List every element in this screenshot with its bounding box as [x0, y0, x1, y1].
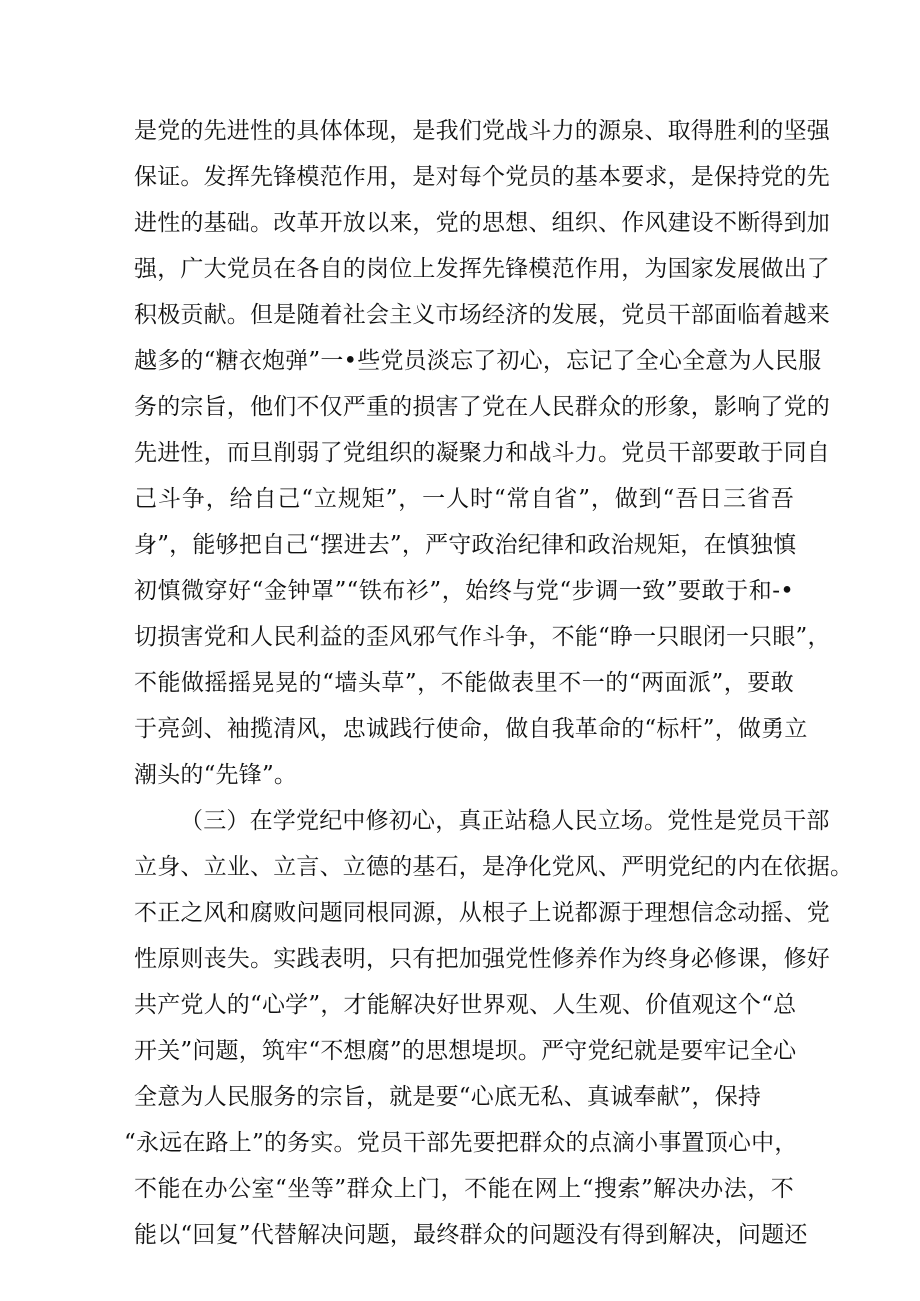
text-line: 是党的先进性的具体体现，是我们党战斗力的源泉、取得胜利的坚强: [134, 118, 830, 144]
text-line: “永远在路上”的务实。党员干部先要把群众的点滴小事置顶心中，: [124, 1130, 798, 1156]
text-line: 保证。发挥先锋模范作用，是对每个党员的基本要求，是保持党的先: [134, 164, 830, 190]
text-line: 初慎微穿好“金钟罩”“铁布衫”，始终与党“步调一致”要敢于和-•: [134, 578, 794, 604]
text-line: 不正之风和腐败问题同根同源，从根子上说都源于理想信念动摇、党: [134, 900, 830, 926]
text-line: 性原则丧失。实践表明，只有把加强党性修养作为终身必修课，修好: [134, 946, 830, 972]
text-line: 身”，能够把自己“摆进去”，严守政治纪律和政治规矩，在慎独慎: [134, 532, 797, 558]
text-line: 能以“回复”代替解决问题，最终群众的问题没有得到解决，问题还: [134, 1222, 808, 1248]
text-line: 切损害党和人民利益的歪风邪气作斗争，不能“睁一只眼闭一只眼”，: [134, 624, 831, 650]
text-line: 强，广大党员在各自的岗位上发挥先锋模范作用，为国家发展做出了: [134, 256, 830, 282]
text-line: 进性的基础。改革开放以来，党的思想、组织、作风建设不断得到加: [134, 210, 830, 236]
text-line: 己斗争，给自己“立规矩”，一人时“常自省”，做到“吾日三省吾: [134, 486, 794, 512]
text-line: 不能在办公室“坐等”群众上门，不能在网上“搜索”解决办法，不: [134, 1176, 794, 1202]
text-line: 潮头的“先锋”。: [134, 762, 298, 788]
text-line: 先进性，而旦削弱了党组织的凝聚力和战斗力。党员干部要敢于同自: [134, 440, 830, 466]
text-line: 务的宗旨，他们不仅严重的损害了党在人民群众的形象，影响了党的: [134, 394, 830, 420]
text-line: （三）在学党纪中修初心，真正站稳人民立场。党性是党员干部: [180, 808, 830, 834]
text-line: 全意为人民服务的宗旨，就是要“心底无私、真诚奉献”，保持: [134, 1084, 762, 1110]
text-line: 不能做摇摇晃晃的“墙头草”，不能做表里不一的“两面派”，要敢: [134, 670, 794, 696]
text-line: 共产党人的“心学”，才能解决好世界观、人生观、价值观这个“总: [134, 992, 797, 1018]
text-line: 于亮剑、袖揽清风，忠诚践行使命，做自我革命的“标杆”，做勇立: [134, 716, 808, 742]
text-line: 开关”问题，筑牢“不想腐”的思想堤坝。严守党纪就是要牢记全心: [134, 1038, 797, 1064]
text-line: 越多的“糖衣炮弹”一•些党员淡忘了初心，忘记了全心全意为人民服: [134, 348, 822, 374]
text-line: 积极贡献。但是随着社会主义市场经济的发展，党员干部面临着越来: [134, 302, 830, 328]
text-line: 立身、立业、立言、立德的基石，是净化党风、严明党纪的内在依据。: [134, 854, 854, 880]
